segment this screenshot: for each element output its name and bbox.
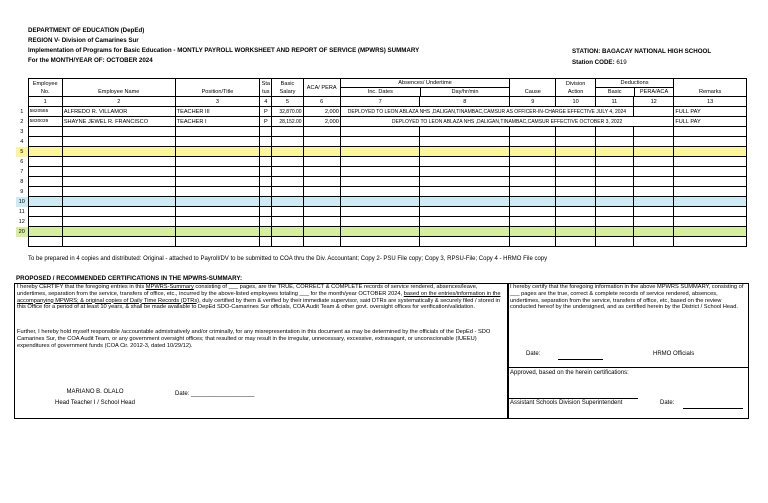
deduction-pera	[634, 107, 674, 117]
col-cause: Cause	[510, 79, 556, 97]
col-basic-salary: Basic Salary	[272, 79, 303, 97]
row-number: 12	[18, 218, 25, 225]
row-number: 2	[20, 118, 24, 125]
col-absences-group	[340, 79, 509, 97]
distribution-note: To be prepared in 4 copies and distributed: Original - attached to Payroll/DV to be submitted to COA thru the Div. Accountant; Copy 2- PSU File copy; Copy 3, RPSU-File; Copy 4 - HRMO File copy	[28, 256, 548, 262]
row-number: 5	[16, 147, 28, 157]
asds-date-line	[683, 408, 743, 409]
row-number: 3	[20, 128, 24, 135]
aca-pera: 2,000	[303, 117, 340, 127]
position: TEACHER III	[175, 107, 260, 117]
col-basic: Basic	[596, 88, 635, 96]
certification-paragraph-2: Further, I hereby hold myself responsible /accountable admistratively and/or criminally, for any misrepresentation in this document as may be determined by the officials of the DepEd - SDO Camarines Sur, the COA Audit Team, or any government oversight offices; that resulted or may result in the irregular, unnecessary, excessive, extravagant, or unconscionable (IUEEU) expenditures of government funds (COA Cir. 2012-3, dated 10/29/12).	[17, 329, 491, 349]
col-employee-name: Employee Name	[62, 79, 175, 97]
position: TEACHER I	[175, 117, 260, 127]
col-num: 9	[510, 97, 556, 107]
col-absences: Absences/ Undertime	[341, 79, 509, 88]
hrmo-date-label: Date:	[526, 351, 541, 357]
row-number: 7	[20, 168, 24, 175]
col-num: 4	[260, 97, 272, 107]
col-position: Position/Title	[175, 79, 260, 97]
table-row	[16, 167, 747, 177]
col-deductions-group	[595, 79, 674, 97]
col-division-action: Division Action	[556, 79, 595, 97]
hrmo-certification	[507, 283, 749, 419]
table-header-row	[16, 79, 747, 97]
col-num: 8	[420, 97, 510, 107]
col-num: 3	[175, 97, 260, 107]
col-num: 12	[634, 97, 674, 107]
deployment-note: DEPLOYED TO LEON ABLAZA NHS ,DALIGAN,TINAMBAC,CAMSUR AS OFFICER-IN-CHARGE EFFECTIVE JULY 4, 2024	[340, 107, 633, 117]
table-row	[16, 117, 747, 127]
divider	[508, 367, 748, 368]
cert-text-underline-1: MPWRS-Summary	[145, 284, 194, 290]
deployment-note: DEPLOYED TO LEON ABLAZA NHS ,DALIGAN,TINAMBAC,CAMSUR EFFECTIVE OCTOBER 3, 2022	[340, 117, 673, 127]
hrmo-date-line	[558, 359, 603, 360]
station-code: 619	[616, 59, 627, 66]
col-num: 11	[595, 97, 633, 107]
certification-paragraph-1	[15, 284, 508, 311]
col-inc-dates: Inc. Dates	[341, 88, 421, 96]
status: P	[260, 107, 272, 117]
signer-name: MARIANO B. OLALO	[66, 389, 124, 395]
employee-name: ALFREDO R. VILLAMOR	[62, 107, 175, 117]
row-number: 10	[16, 197, 28, 207]
col-num: 5	[272, 97, 303, 107]
col-num: 10	[556, 97, 595, 107]
certifications-heading: PROPOSED / RECOMMENDED CERTIFICATIONS IN THE MPWRS-SUMMARY:	[16, 275, 243, 282]
row-number: 1	[20, 108, 24, 115]
payroll-table	[16, 78, 747, 247]
basic-salary: 32,870.00	[272, 107, 303, 117]
table-row	[16, 187, 747, 197]
col-day-hr: Day/hr/min	[451, 89, 479, 95]
aca-pera: 2,000	[303, 107, 340, 117]
remarks: FULL PAY	[674, 107, 747, 117]
table-row	[16, 207, 747, 217]
station-name: STATION: BAGACAY NATIONAL HIGH SCHOOL	[572, 48, 712, 55]
table-row	[16, 147, 747, 157]
signer-title: Head Teacher I / School Head	[55, 400, 135, 406]
col-remarks: Remarks	[674, 79, 747, 97]
row-number: 4	[20, 138, 24, 145]
table-row	[16, 197, 747, 207]
table-row	[16, 127, 747, 137]
school-head-date: Date: ___________________	[175, 391, 255, 397]
hrmo-officials-label: HRMO Officials	[653, 351, 695, 357]
status: P	[260, 117, 272, 127]
cert-text-a: I hereby CERTIFY that the foregoing entries in this	[17, 284, 146, 290]
table-row	[16, 157, 747, 167]
program-title: Implementation of Programs for Basic Education - MONTLY PAYROLL WORKSHEET AND REPORT OF SERVICE (MPWRS) SUMMARY	[28, 47, 420, 54]
col-num: 6	[303, 97, 340, 107]
col-deductions: Deductions	[596, 79, 674, 88]
table-row	[16, 237, 747, 247]
table-row	[16, 217, 747, 227]
row-number: 9	[20, 188, 24, 195]
col-pera: PERA/ACA	[639, 89, 669, 95]
col-num: 2	[62, 97, 175, 107]
col-num: 13	[674, 97, 747, 107]
table-row	[16, 177, 747, 187]
table-row	[16, 107, 747, 117]
row-number: 20	[16, 227, 28, 237]
row-number: 11	[18, 208, 25, 215]
asds-date-label: Date:	[660, 400, 675, 406]
station-code-label-text: Station CODE:	[572, 59, 615, 66]
region-title: REGION V- Division of Camarines Sur	[28, 37, 139, 44]
employee-no: 5830039	[28, 117, 62, 127]
school-head-certification	[14, 283, 509, 419]
col-status: Sta tus	[261, 80, 271, 95]
month-year: For the MONTH/YEAR OF: OCTOBER 2024	[28, 57, 153, 64]
approved-label: Approved, based on the herein certifications:	[510, 370, 629, 376]
table-row	[16, 137, 747, 147]
employee-name: SHAYNE JEWEL R. FRANCISCO	[62, 117, 175, 127]
col-num: 1	[28, 97, 62, 107]
table-row	[16, 227, 747, 237]
cert-text-underline-2: based on the entries/information in the accompanying MPWRS; & original copies of Daily Time Records (DTRs)	[17, 290, 501, 304]
row-number: 6	[20, 158, 24, 165]
remarks: FULL PAY	[674, 117, 747, 127]
employee-no: 5820585	[28, 107, 62, 117]
station-code-label	[572, 59, 627, 66]
col-employee-no: Employee No.	[28, 79, 62, 97]
hrmo-certification-text: I hereby certify that the foregoing information in the above MPWRS SUMMARY, consisting of ___ pages are the true, correct & complete records of service rendered, absences, undertimes, separation from the service, transfers of office, etc, based on the review conducted hereof by the undersigned, and as certified herein by the District / School Head.	[510, 284, 744, 311]
asds-signature-line	[508, 398, 638, 399]
col-num: 7	[340, 97, 420, 107]
department-title: DEPARTMENT OF EDUCATION (DepEd)	[28, 27, 145, 34]
row-number: 8	[20, 178, 24, 185]
asds-title: Assistant Schools Division Superintendent	[510, 400, 623, 406]
cert-text-c: , duly certified by them & verified by their immediate supervisor, said DTRs are systematically & securely filed / stored in this Office for a period of at least 10 years, & shall be made available to DepEd SDO-Camarines Sur officials, COA Audit Team & other govt. oversight offices for verification/validation.	[17, 297, 500, 311]
cert-text-b: consisting of ___ pages, are the TRUE, CORRECT & COMPLETE records of service rendered, absences/leave, undertimes, separation from the service, transfers of office, etc., incurred by the above-listed employees totaling ___ for the month/year OCTOBER 2024,	[17, 284, 478, 297]
basic-salary: 28,152.00	[272, 117, 303, 127]
column-number-row	[16, 97, 747, 107]
col-aca-pera: ACA/ PERA	[303, 79, 340, 97]
